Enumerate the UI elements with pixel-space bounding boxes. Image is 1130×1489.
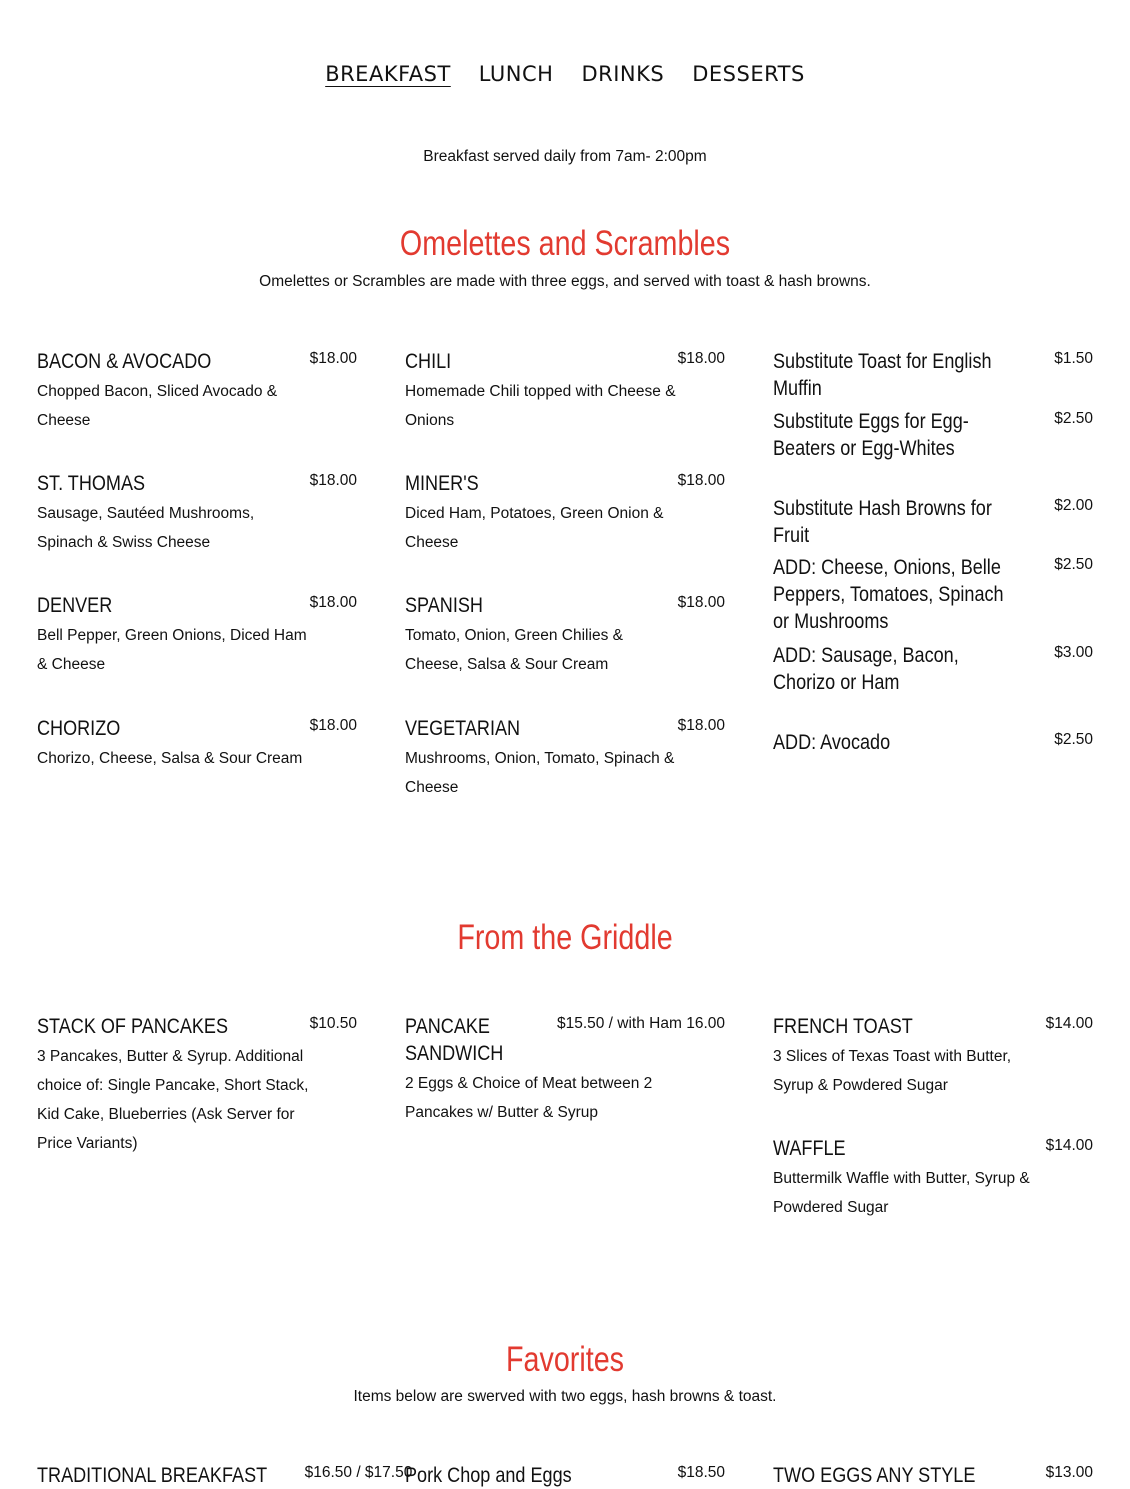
tab-lunch[interactable]: LUNCH (478, 62, 554, 86)
omelettes-column-2 (405, 348, 725, 818)
tab-desserts[interactable]: DESSERTS (692, 62, 805, 86)
item-description: Buttermilk Waffle with Butter, Syrup & Powdered Sugar (773, 1170, 1030, 1216)
favorites-column-1 (37, 1462, 413, 1487)
item-name: SPANISH (405, 594, 483, 617)
item-price: $10.50 (309, 1015, 357, 1032)
item-price: $18.00 (677, 472, 725, 489)
item-description: 2 Eggs & Choice of Meat between 2 Pancakes w/ Butter & Syrup (405, 1075, 653, 1121)
omelettes-options-column (773, 348, 1093, 768)
section-subtitle-omelettes: Omelettes or Scrambles are made with three eggs, and served with toast & hash browns. (259, 273, 871, 290)
item-name: PANCAKE SANDWICH (405, 1015, 504, 1065)
section-subtitle-favorites: Items below are swerved with two eggs, hash browns & toast. (353, 1388, 777, 1405)
item-price: $16.50 / $17.50 (304, 1464, 413, 1481)
item-name: CHORIZO (37, 717, 121, 740)
item-description: Chorizo, Cheese, Salsa & Sour Cream (37, 750, 303, 767)
option-price: $2.50 (1054, 731, 1093, 748)
item-price: $14.00 (1045, 1015, 1093, 1032)
item-price: $18.00 (309, 717, 357, 734)
item-description: Bell Pepper, Green Onions, Diced Ham & Cheese (37, 627, 307, 673)
item-name: WAFFLE (773, 1137, 846, 1160)
menu-category-nav (0, 62, 1130, 86)
option-price: $2.50 (1054, 556, 1093, 573)
tab-drinks[interactable]: DRINKS (581, 62, 665, 86)
item-price: $14.00 (1045, 1137, 1093, 1154)
item-price: $15.50 / with Ham 16.00 (556, 1015, 725, 1032)
item-price: $18.00 (309, 594, 357, 611)
section-title-favorites: Favorites (505, 1340, 625, 1379)
option-price: $2.50 (1054, 410, 1093, 427)
option-price: $3.00 (1054, 644, 1093, 661)
menu-item (37, 715, 357, 773)
menu-item (773, 1135, 1093, 1222)
item-description: Chopped Bacon, Sliced Avocado & Cheese (37, 383, 278, 429)
section-title-omelettes: Omelettes and Scrambles (399, 224, 731, 263)
griddle-column-1 (37, 1013, 357, 1173)
tab-breakfast[interactable]: BREAKFAST (325, 62, 451, 86)
menu-item (37, 470, 357, 557)
item-price: $18.00 (309, 472, 357, 489)
option-item (773, 408, 1093, 462)
item-name: Pork Chop and Eggs (405, 1464, 572, 1487)
menu-item (405, 1462, 725, 1489)
item-name: CHILI (405, 350, 452, 373)
menu-item (773, 1462, 1093, 1489)
favorites-column-3 (773, 1462, 1093, 1487)
item-price: $13.00 (1045, 1464, 1093, 1481)
option-name: Substitute Toast for English Muffin (773, 350, 992, 400)
menu-item (405, 470, 725, 557)
item-name: STACK OF PANCAKES (37, 1015, 229, 1038)
option-name: ADD: Sausage, Bacon, Chorizo or Ham (773, 644, 959, 694)
option-item (773, 642, 1093, 696)
item-name: ST. THOMAS (37, 472, 146, 495)
menu-item (37, 1013, 357, 1158)
menu-item (405, 715, 725, 802)
item-description: Mushrooms, Onion, Tomato, Spinach & Cheese (405, 750, 675, 796)
item-price: $18.50 (677, 1464, 725, 1481)
option-price: $1.50 (1054, 350, 1093, 367)
griddle-column-3 (773, 1013, 1093, 1233)
item-description: Homemade Chili topped with Cheese & Onions (405, 383, 676, 429)
option-item (773, 729, 1093, 756)
item-description: Sausage, Sautéed Mushrooms, Spinach & Swiss Cheese (37, 505, 255, 551)
option-name: ADD: Avocado (773, 731, 891, 754)
item-description: Tomato, Onion, Green Chilies & Cheese, Salsa & Sour Cream (405, 627, 623, 673)
menu-item (37, 592, 357, 679)
item-name: VEGETARIAN (405, 717, 521, 740)
option-item (773, 495, 1093, 549)
menu-item (37, 1462, 413, 1489)
menu-item (405, 348, 725, 435)
option-name: Substitute Hash Browns for Fruit (773, 497, 992, 547)
item-name: TRADITIONAL BREAKFAST (37, 1464, 268, 1487)
menu-item (37, 348, 357, 435)
menu-item (405, 1013, 725, 1127)
menu-item (773, 1013, 1093, 1100)
item-description: Diced Ham, Potatoes, Green Onion & Cheese (405, 505, 664, 551)
hours-note: Breakfast served daily from 7am- 2:00pm (423, 148, 707, 165)
option-name: ADD: Cheese, Onions, Belle Peppers, Tomatoes, Spinach or Mushrooms (773, 556, 1004, 633)
item-price: $18.00 (677, 717, 725, 734)
item-name: BACON & AVOCADO (37, 350, 212, 373)
item-name: TWO EGGS ANY STYLE (773, 1464, 976, 1487)
item-description: 3 Slices of Texas Toast with Butter, Syrup & Powdered Sugar (773, 1048, 1012, 1094)
menu-item (405, 592, 725, 679)
option-item (773, 554, 1093, 635)
item-description: 3 Pancakes, Butter & Syrup. Additional choice of: Single Pancake, Short Stack, Kid Cake, Blueberries (Ask Server for Price Variants) (37, 1048, 309, 1152)
item-price: $18.00 (309, 350, 357, 367)
item-name: MINER'S (405, 472, 479, 495)
option-price: $2.00 (1054, 497, 1093, 514)
item-price: $18.00 (677, 594, 725, 611)
item-name: FRENCH TOAST (773, 1015, 913, 1038)
item-price: $18.00 (677, 350, 725, 367)
griddle-column-2 (405, 1013, 725, 1143)
option-name: Substitute Eggs for Egg-Beaters or Egg-Whites (773, 410, 969, 460)
omelettes-column-1 (37, 348, 357, 818)
favorites-column-2 (405, 1462, 725, 1487)
option-item (773, 348, 1093, 402)
item-name: DENVER (37, 594, 113, 617)
section-title-griddle: From the Griddle (457, 918, 673, 957)
